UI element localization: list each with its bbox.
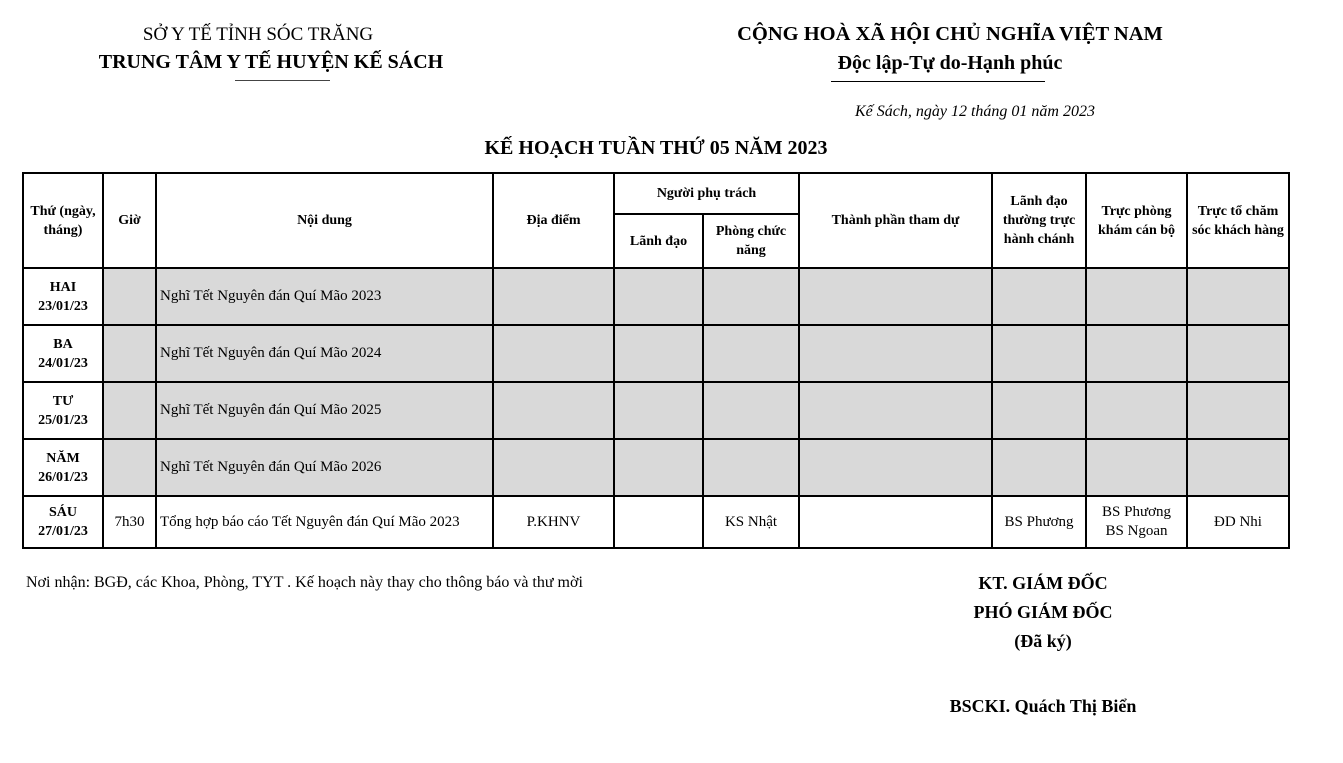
leader-cell [614,496,703,548]
time-cell [103,325,156,382]
leader-cell [614,382,703,439]
table-row [23,496,1289,548]
col-header-in-charge: Người phụ trách [614,173,799,214]
header-right-divider [831,81,1045,82]
clinic-duty-cell [1086,439,1187,496]
weekday: SÁU [48,505,77,520]
col-header-content: Nội dung [156,173,493,268]
weekly-plan-table [22,172,1290,549]
admin-leader-cell [992,439,1086,496]
national-motto: Độc lập-Tự do-Hạnh phúc [837,52,1063,74]
col-header-participants: Thành phần tham dự [799,173,992,268]
location-cell [493,439,614,496]
time-cell [103,382,156,439]
header-row [23,173,1289,214]
admin-leader-cell [992,268,1086,325]
time-cell [103,439,156,496]
admin-leader-cell [992,382,1086,439]
dept-cell [703,439,799,496]
leader-cell [614,268,703,325]
leader-cell [614,325,703,382]
header-left-divider [235,80,330,81]
table-row [23,439,1289,496]
content-cell: Tổng hợp báo cáo Tết Nguyên đán Quí Mão 2023 [156,496,493,548]
col-header-day: Thứ (ngày, tháng) [23,173,103,268]
leader-cell [614,439,703,496]
participants-cell [799,268,992,325]
table-row [23,325,1289,382]
table-row [23,268,1289,325]
participants-cell [799,382,992,439]
col-header-in-charge-dept: Phòng chức năng [703,214,799,268]
time-cell [103,268,156,325]
date: 23/01/23 [38,298,88,314]
center-name: TRUNG TÂM Y TẾ HUYỆN KẾ SÁCH [98,51,444,73]
content-cell: Nghĩ Tết Nguyên đán Quí Mão 2025 [156,382,493,439]
date: 26/01/23 [38,469,88,485]
recipients-note: Nơi nhận: BGĐ, các Khoa, Phòng, TYT . Kế hoạch này thay cho thông báo và thư mời [26,574,583,591]
location-cell [493,268,614,325]
dept-cell: KS Nhật [703,496,799,548]
participants-cell [799,496,992,548]
content-cell: Nghĩ Tết Nguyên đán Quí Mão 2026 [156,439,493,496]
day-cell [23,268,103,325]
dept-cell [703,268,799,325]
table-row [23,382,1289,439]
admin-leader-cell: BS Phương [992,496,1086,548]
care-duty-cell [1187,382,1289,439]
admin-leader-cell [992,325,1086,382]
day-cell [23,496,103,548]
care-duty-cell [1187,439,1289,496]
content-cell: Nghĩ Tết Nguyên đán Quí Mão 2023 [156,268,493,325]
col-header-admin-leader: Lãnh đạo thường trực hành chánh [992,173,1086,268]
col-header-time: Giờ [103,173,156,268]
national-title: CỘNG HOÀ XÃ HỘI CHỦ NGHĨA VIỆT NAM [737,23,1163,45]
col-header-in-charge-leader: Lãnh đạo [614,214,703,268]
location-cell [493,325,614,382]
date: 27/01/23 [38,524,88,539]
document-title: KẾ HOẠCH TUẦN THỨ 05 NĂM 2023 [484,137,828,159]
department-name: SỞ Y TẾ TỈNH SÓC TRĂNG [142,24,374,45]
dept-cell [703,382,799,439]
col-header-location: Địa điểm [493,173,614,268]
clinic-duty-cell [1086,496,1187,548]
content-cell: Nghĩ Tết Nguyên đán Quí Mão 2024 [156,325,493,382]
participants-cell [799,325,992,382]
date: 25/01/23 [38,412,88,428]
care-duty-cell [1187,325,1289,382]
day-cell [23,325,103,382]
col-header-clinic-duty: Trực phòng khám cán bộ [1086,173,1187,268]
care-duty-cell: ĐD Nhi [1187,496,1289,548]
day-cell [23,439,103,496]
weekday: HAI [49,279,77,295]
weekday: NĂM [46,450,80,466]
time-cell: 7h30 [103,496,156,548]
location-cell: P.KHNV [493,496,614,548]
care-duty-cell [1187,268,1289,325]
clinic-duty-person: BS Ngoan [1105,523,1168,539]
clinic-duty-cell [1086,325,1187,382]
clinic-duty-person: BS Phương [1102,504,1172,520]
dept-cell [703,325,799,382]
weekday: BA [53,336,73,352]
day-cell [23,382,103,439]
weekday: TƯ [52,393,74,409]
location-cell [493,382,614,439]
signature-title-2: PHÓ GIÁM ĐỐC [973,602,1113,622]
document-date: Kế Sách, ngày 12 tháng 01 năm 2023 [855,103,1095,120]
clinic-duty-cell [1086,382,1187,439]
signer-name: BSCKI. Quách Thị Biển [949,696,1137,716]
clinic-duty-cell [1086,268,1187,325]
participants-cell [799,439,992,496]
col-header-care-duty: Trực tổ chăm sóc khách hàng [1187,173,1289,268]
signature-status: (Đã ký) [1014,631,1072,651]
signature-title-1: KT. GIÁM ĐỐC [978,573,1108,593]
date: 24/01/23 [38,355,88,371]
